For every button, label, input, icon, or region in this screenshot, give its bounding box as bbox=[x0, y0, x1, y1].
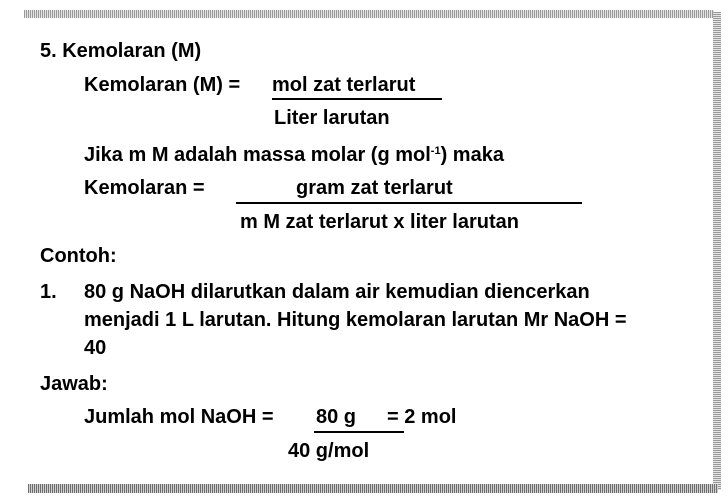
answer-numerator: 80 g bbox=[316, 406, 357, 428]
definition-fraction-bar bbox=[272, 98, 442, 100]
answer-result: = 2 mol bbox=[387, 406, 457, 428]
section-title: 5. Kemolaran (M) bbox=[40, 40, 202, 62]
molar-mass-line bbox=[84, 144, 504, 166]
top-border bbox=[24, 10, 714, 18]
answer-fraction-bar bbox=[314, 431, 404, 433]
formula-lhs: Kemolaran = bbox=[84, 177, 205, 199]
definition-lhs: Kemolaran (M) = bbox=[84, 74, 241, 96]
definition-numerator: mol zat terlarut bbox=[272, 74, 416, 96]
formula-fraction-bar bbox=[236, 202, 582, 204]
formula-denominator: m M zat terlarut x liter larutan bbox=[240, 211, 519, 233]
example-heading: Contoh: bbox=[40, 245, 117, 267]
answer-heading: Jawab: bbox=[40, 373, 108, 395]
definition-denominator: Liter larutan bbox=[274, 107, 390, 129]
problem-line: 80 g NaOH dilarutkan dalam air kemudian diencerkan bbox=[84, 281, 590, 303]
molar-mass-text: Jika m M adalah massa molar (g mol bbox=[84, 144, 431, 166]
answer-lhs: Jumlah mol NaOH = bbox=[84, 406, 274, 428]
problem-number: 1. bbox=[40, 281, 57, 303]
molar-mass-exponent: -1 bbox=[430, 145, 441, 157]
bottom-border bbox=[28, 484, 718, 493]
formula-numerator: gram zat terlarut bbox=[296, 177, 453, 199]
answer-denominator: 40 g/mol bbox=[288, 440, 370, 462]
right-border bbox=[713, 12, 721, 490]
molar-mass-tail: ) maka bbox=[440, 144, 504, 166]
problem-line: 40 bbox=[84, 337, 107, 359]
problem-line: menjadi 1 L larutan. Hitung kemolaran larutan Mr NaOH = bbox=[84, 309, 627, 331]
